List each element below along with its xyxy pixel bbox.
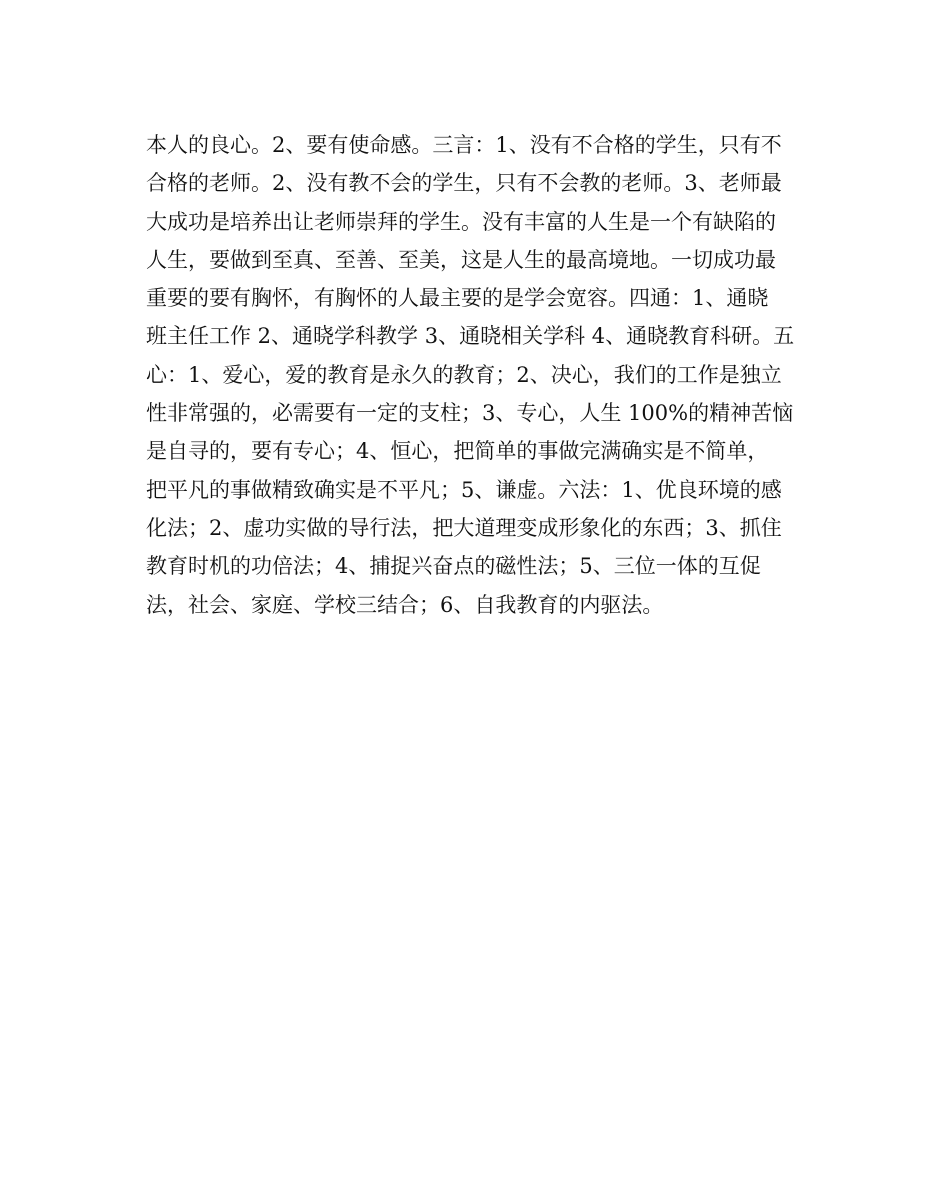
text-line-7: 心：1、爱心，爱的教育是永久的教育；2、决心，我们的工作是独立 <box>146 362 782 387</box>
body-paragraph <box>146 126 806 624</box>
text-line-8: 性非常强的，必需要有一定的支柱；3、专心，人生 100%的精神苦恼 <box>146 401 794 426</box>
text-line-10: 把平凡的事做精致确实是不平凡；5、谦虚。六法：1、优良环境的感 <box>146 477 782 502</box>
text-line-1: 本人的良心。2、要有使命感。三言：1、没有不合格的学生，只有不 <box>146 133 782 157</box>
text-line-11: 化法；2、虚功实做的导行法，把大道理变成形象化的东西；3、抓住 <box>146 515 782 540</box>
text-line-13: 法，社会、家庭、学校三结合；6、自我教育的内驱法。 <box>146 592 664 617</box>
text-line-4: 人生，要做到至真、至善、至美，这是人生的最高境地。一切成功最 <box>146 247 776 272</box>
text-line-6: 班主任工作 2、通晓学科教学 3、通晓相关学科 4、通晓教育科研。五 <box>146 324 795 349</box>
text-line-2: 合格的老师。2、没有教不会的学生，只有不会教的老师。3、老师最 <box>146 171 782 196</box>
text-line-3: 大成功是培养出让老师崇拜的学生。没有丰富的人生是一个有缺陷的 <box>146 209 776 234</box>
text-line-12: 教育时机的功倍法；4、捕捉兴奋点的磁性法；5、三位一体的互促 <box>146 554 761 579</box>
text-line-5: 重要的要有胸怀，有胸怀的人最主要的是学会宽容。四通：1、通晓 <box>146 286 769 311</box>
text-line-9: 是自寻的，要有专心；4、恒心，把简单的事做完满确实是不简单， <box>146 439 769 464</box>
